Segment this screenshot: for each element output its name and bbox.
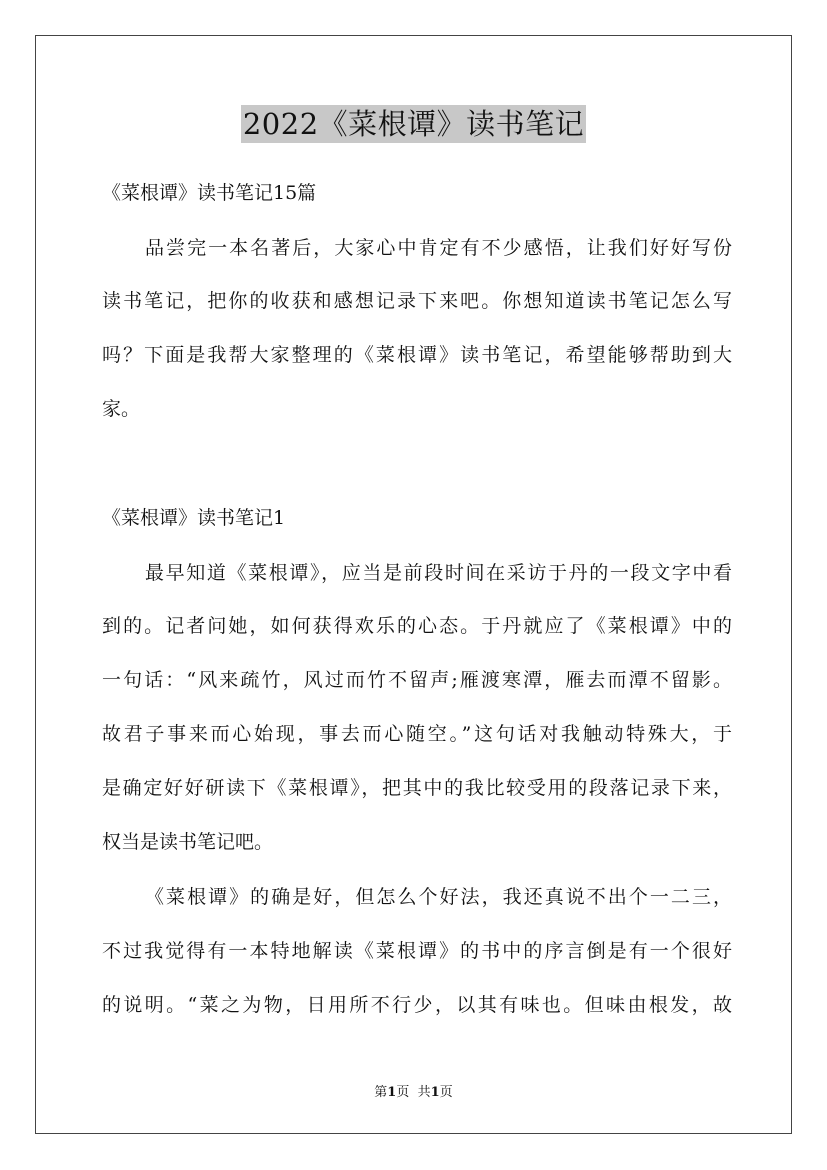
intro-line: 读书笔记，把你的收获和感想记录下来吧。你想知道读书笔记怎么写 <box>102 290 732 312</box>
paragraph-line: 不过我觉得有一本特地解读《菜根谭》的书中的序言倒是有一个很好 <box>102 940 732 962</box>
intro-line: 家。 <box>102 398 141 420</box>
page-footer <box>0 1084 827 1102</box>
page-number: 1 <box>387 1085 397 1100</box>
paragraph-line: 的说明。“菜之为物，日用所不行少，以其有味也。但味由根发，故 <box>102 994 732 1016</box>
paragraph-line: 权当是读书笔记吧。 <box>102 831 274 853</box>
paragraph-line: 故君子事来而心始现，事去而心随空。”这句话对我触动特殊大，于 <box>102 723 732 745</box>
page-unit: 页 <box>396 1085 410 1100</box>
total-prefix: 共 <box>417 1085 431 1100</box>
document-subtitle: 《菜根谭》读书笔记15篇 <box>102 182 317 204</box>
paragraph-line: 到的。记者问她，如何获得欢乐的心态。于丹就应了《菜根谭》中的 <box>102 615 732 637</box>
page-prefix: 第 <box>374 1085 388 1100</box>
paragraph-line: 最早知道《菜根谭》，应当是前段时间在采访于丹的一段文字中看 <box>145 562 732 584</box>
total-pages: 1 <box>430 1085 440 1100</box>
document-title <box>0 104 827 143</box>
paragraph-line: 《菜根谭》的确是好，但怎么个好法，我还真说不出个一二三， <box>145 886 732 908</box>
document-title-text: 2022《菜根谭》读书笔记 <box>242 107 585 141</box>
paragraph-line: 是确定好好研读下《菜根谭》，把其中的我比较受用的段落记录下来， <box>102 777 732 799</box>
section-heading: 《菜根谭》读书笔记1 <box>102 507 286 529</box>
total-unit: 页 <box>439 1085 453 1100</box>
paragraph-line: 一句话：“风来疏竹，风过而竹不留声;雁渡寒潭，雁去而潭不留影。 <box>102 669 732 691</box>
intro-line: 品尝完一本名著后，大家心中肯定有不少感悟，让我们好好写份 <box>145 237 732 259</box>
intro-line: 吗？下面是我帮大家整理的《菜根谭》读书笔记，希望能够帮助到大 <box>102 344 732 366</box>
